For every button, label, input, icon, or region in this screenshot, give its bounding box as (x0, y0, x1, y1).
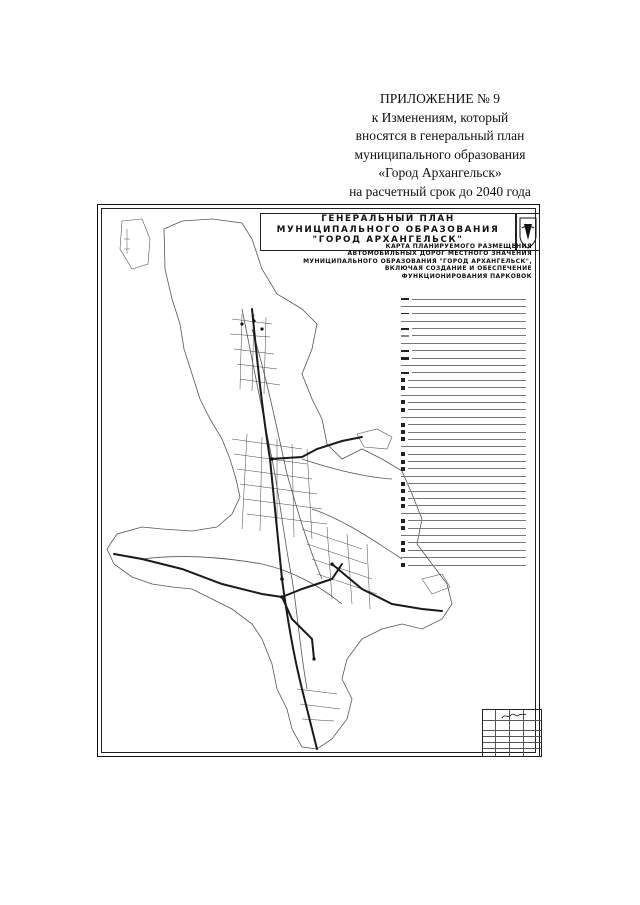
appendix-number: ПРИЛОЖЕНИЕ № 9 (379, 91, 501, 106)
appendix-line-5: «Город Архангельск» (378, 165, 502, 180)
map-frame (101, 208, 536, 753)
map-subtitle-line-1: КАРТА ПЛАНИРУЕМОГО РАЗМЕЩЕНИЯ (385, 243, 532, 250)
appendix-header (340, 90, 540, 201)
appendix-line-6: на расчетный срок до 2040 года (349, 183, 531, 199)
major-road-southwest (114, 554, 282, 597)
map-subtitle-line-2: АВТОМОБИЛЬНЫХ ДОРОГ МЕСТНОГО ЗНАЧЕНИЯ (347, 250, 532, 258)
map-title-line-3: "ГОРОД АРХАНГЕЛЬСК" (312, 235, 464, 245)
map-subtitle (247, 243, 532, 280)
signature-mark (501, 712, 527, 720)
appendix-line-4: муниципального образования (354, 146, 526, 162)
appendix-line-3: вносятся в генеральный план (355, 128, 525, 143)
map-legend (401, 297, 526, 570)
map-title-line-2: МУНИЦИПАЛЬНОГО ОБРАЗОВАНИЯ (276, 224, 500, 235)
map-subtitle-line-3: МУНИЦИПАЛЬНОГО ОБРАЗОВАНИЯ "ГОРОД АРХАНГЕЛЬСК", (303, 257, 532, 265)
major-road-south (282, 597, 314, 659)
major-road-north-south (252, 309, 317, 749)
appendix-line-2: к Изменениям, который (371, 109, 509, 125)
map-sheet (97, 204, 540, 757)
map-subtitle-line-4: ВКЛЮЧАЯ СОЗДАНИЕ И ОБЕСПЕЧЕНИЕ (384, 265, 532, 273)
map-title-line-1: ГЕНЕРАЛЬНЫЙ ПЛАН (321, 214, 455, 224)
legend-symbol (401, 298, 409, 300)
map-subtitle-line-5: ФУНКЦИОНИРОВАНИЯ ПАРКОВОК (401, 272, 532, 280)
title-block-stamp (482, 709, 542, 757)
